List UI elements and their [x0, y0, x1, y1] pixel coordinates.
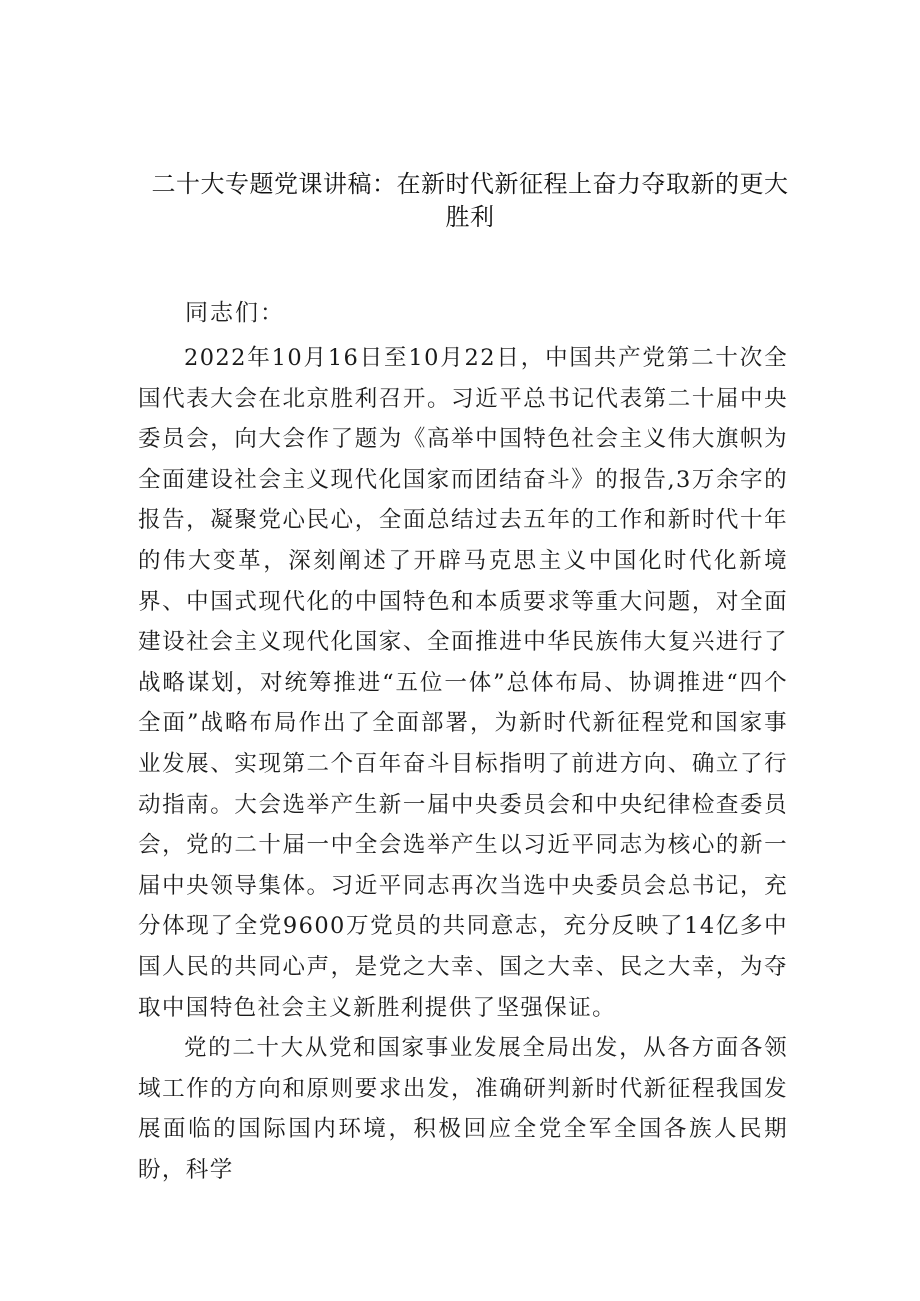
salutation: 同志们： — [185, 300, 285, 326]
body-paragraph-2: 党的二十大从党和国家事业发展全局出发，从各方面各领域工作的方向和原则要求出发，准确研判新时代新征程我国发展面临的国际国内环境，积极回应全党全军全国各族人民期盼，科学 — [138, 1035, 788, 1183]
document-body — [138, 338, 788, 1190]
document-title: 二十大专题党课讲稿：在新时代新征程上奋力夺取新的更大胜利 — [151, 170, 789, 231]
body-paragraph-1: 2022年10月16日至10月22日，中国共产党第二十次全国代表大会在北京胜利召开。习近平总书记代表第二十届中央委员会，向大会作了题为《高举中国特色社会主义伟大旗帜为全面建设社会主义现代化国家而团结奋斗》的报告,3万余字的报告，凝聚党心民心，全面总结过去五年的工作和新时代十年的伟大变革，深刻阐述了开辟马克思主义中国化时代化新境界、中国式现代化的中国特色和本质要求等重大问题，对全面建设社会主义现代化国家、全面推进中华民族伟大复兴进行了战略谋划，对统筹推进“五位一体”总体布局、协调推进“四个全面”战略布局作出了全面部署，为新时代新征程党和国家事业发展、实现第二个百年奋斗目标指明了前进方向、确立了行动指南。大会选举产生新一届中央委员会和中央纪律检查委员会，党的二十届一中全会选举产生以习近平同志为核心的新一届中央领导集体。习近平同志再次当选中央委员会总书记，充分体现了全党9600万党员的共同意志，充分反映了14亿多中国人民的共同心声，是党之大幸、国之大幸、民之大幸，为夺取中国特色社会主义新胜利提供了坚强保证。 — [138, 345, 788, 1021]
